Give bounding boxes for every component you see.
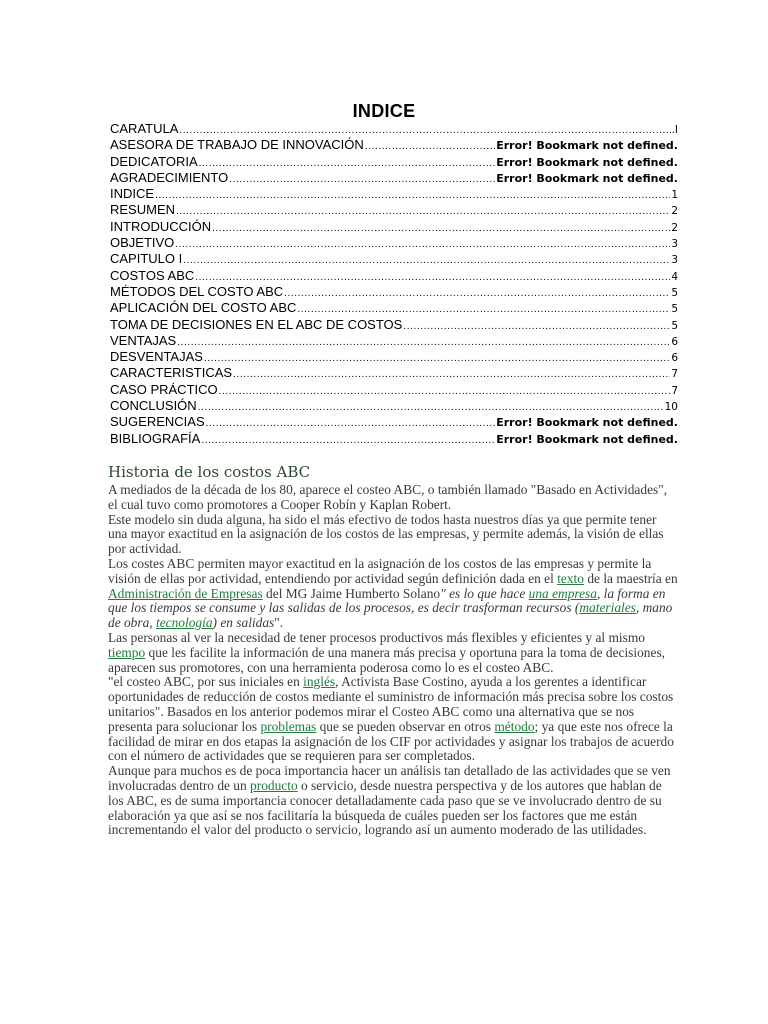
toc-entry-label: BIBLIOGRAFÍA: [110, 430, 201, 446]
toc-entry[interactable]: [110, 202, 678, 218]
paragraph-4-text: que les facilite la información de una manera más precisa y oportuna para la toma de decisiones, aparecen sus promotores, con una herramienta poderosa como lo es el costeo ABC.: [108, 644, 665, 675]
toc-entry-page: 3: [671, 238, 678, 251]
toc-dot-leader: [365, 139, 495, 153]
link-administracion-de-empresas[interactable]: Administración de Empresas: [108, 585, 263, 601]
toc-entry[interactable]: [110, 414, 678, 430]
toc-entry-label: CONCLUSIÓN: [110, 398, 197, 414]
toc-entry-page: 5: [671, 319, 678, 332]
toc-entry-label: CARACTERISTICAS: [110, 365, 233, 381]
toc-entry-page: Error! Bookmark not defined.: [496, 155, 678, 169]
toc-dot-leader: [155, 188, 670, 202]
link-una-empresa[interactable]: una empresa: [528, 585, 597, 601]
link-problemas[interactable]: problemas: [260, 718, 317, 734]
toc-entry[interactable]: [110, 251, 678, 267]
toc-entry[interactable]: [110, 333, 678, 349]
toc-entry-label: INDICE: [110, 186, 155, 202]
paragraph-5-text: "el costeo ABC, por sus iniciales en: [108, 674, 304, 690]
paragraph-3-text: del MG Jaime Humberto Solano: [262, 585, 441, 601]
link-ingles[interactable]: inglés: [303, 674, 336, 690]
toc-entry[interactable]: [110, 365, 678, 381]
paragraph-6-text: o servicio, desde nuestra perspectiva y de los autores que hablan de los ABC, es de suma importancia conocer detalladamente cada paso que se ve involucrado dentro de su elaboración ya que así se nos facilitaría la búsqueda de cuáles pueden ser los factores que me están incrementando el valor del producto o servicio, logrando así un aumento moderado de las utilidades.: [108, 777, 662, 838]
toc-dot-leader: [201, 433, 495, 447]
toc-entry[interactable]: [110, 349, 678, 365]
paragraph-5: [108, 675, 678, 764]
toc-dot-leader: [212, 221, 670, 235]
paragraph-5-text: , Activista Base Costino, ayuda a los gerentes a identificar oportunidades de reducción de costos mediante el suministro de información más precisa sobre los costos unitarios". Basados en los anterior podemos mirar el Costeo ABC como una alternativa que se nos presenta para solucionar los: [108, 674, 674, 734]
toc-entry-label: RESUMEN: [110, 202, 176, 218]
toc-dot-leader: [195, 270, 670, 284]
toc-entry-label: DESVENTAJAS: [110, 349, 203, 365]
toc-entry-page: 5: [671, 303, 678, 316]
toc-dot-leader: [177, 335, 670, 349]
quote-text: ) en salidas: [212, 615, 275, 631]
toc-dot-leader: [233, 367, 670, 381]
toc-entry-page: 2: [671, 205, 678, 218]
toc-entry-label: CAPITULO I: [110, 251, 183, 267]
toc-entry-label: OBJETIVO: [110, 235, 175, 251]
toc-entry-page: 3: [671, 254, 678, 267]
link-producto[interactable]: producto: [250, 777, 298, 793]
toc-dot-leader: [219, 384, 671, 398]
paragraph-2: Este modelo sin duda alguna, ha sido el más efectivo de todos hasta nuestros días ya que permite tener una mayor exactitud en la asignación de los costos de las empresas, y permite además, la visión de ellas por actividad.: [108, 511, 664, 557]
toc-entry-page: 7: [671, 368, 678, 381]
paragraph-3-text: Los costes ABC permiten mayor exactitud en la asignación de los costos de las empresas y permite la visión de ellas por actividad, entendiendo por actividad según definición dada en el: [108, 555, 652, 586]
toc-entry-page: 7: [671, 384, 678, 397]
toc-entry-label: VENTAJAS: [110, 332, 177, 348]
toc-entry[interactable]: [110, 219, 678, 235]
toc-dot-leader: [403, 319, 670, 333]
toc-entry[interactable]: [110, 186, 678, 202]
toc-entry-page: Error! Bookmark not defined.: [496, 432, 678, 446]
toc-entry-label: CASO PRÁCTICO: [110, 381, 218, 397]
toc-entry-page: .I: [671, 124, 678, 136]
toc-entry-page: 5: [671, 286, 678, 299]
paragraph-5-text: que se pueden observar en otros: [316, 718, 495, 734]
toc-dot-leader: [198, 400, 664, 414]
quote-text: " es lo que hace: [440, 585, 529, 601]
paragraph-5-text: ; ya que este nos ofrece la facilidad de mirar en dos etapas la asignación de los CIF por actividades y asignar los trabajos de acuerdo con el número de actividades que se requieren para ser completados.: [108, 718, 674, 764]
toc-dot-leader: [206, 416, 496, 430]
toc-dot-leader: [297, 302, 670, 316]
toc-dot-leader: [183, 253, 670, 267]
toc-entry[interactable]: [110, 268, 678, 284]
toc-entry-page: 4: [671, 270, 678, 283]
toc-entry-page: Error! Bookmark not defined.: [496, 416, 678, 430]
paragraph-4-text: Las personas al ver la necesidad de tener procesos productivos más flexibles y eficientes y al mismo: [108, 629, 645, 645]
toc-entry-label: INTRODUCCIÓN: [110, 218, 212, 234]
toc-dot-leader: [179, 123, 670, 137]
link-materiales[interactable]: materiales: [579, 600, 636, 616]
link-tiempo[interactable]: tiempo: [108, 644, 146, 660]
index-title: INDICE: [352, 101, 416, 121]
paragraph-6: [108, 764, 678, 838]
paragraph-4: [108, 631, 678, 675]
quote-text: , la forma en que los tiempos se consume y las salidas de los procesos, es decir trasforman recursos (: [108, 585, 666, 616]
toc-entry-label: DEDICATORIA: [110, 153, 198, 169]
toc-entry[interactable]: [110, 317, 678, 333]
toc-dot-leader: [204, 351, 670, 365]
toc-dot-leader: [229, 172, 495, 186]
link-tecnologia[interactable]: tecnología: [155, 615, 213, 631]
paragraph-3-text: ".: [274, 615, 284, 631]
toc-entry[interactable]: [110, 154, 678, 170]
article-body: [108, 483, 678, 838]
toc-entry-label: MÉTODOS DEL COSTO ABC: [110, 283, 284, 299]
link-texto[interactable]: texto: [557, 570, 584, 586]
toc-entry[interactable]: [110, 235, 678, 251]
paragraph-3: [108, 557, 678, 631]
link-metodo[interactable]: método: [494, 718, 535, 734]
toc-entry[interactable]: [110, 431, 678, 447]
toc-entry[interactable]: [110, 170, 678, 186]
toc-entry-label: APLICACIÓN DEL COSTO ABC: [110, 300, 297, 316]
toc-entry-label: COSTOS ABC: [110, 267, 195, 283]
paragraph-6-text: Aunque para muchos es de poca importancia hacer un análisis tan detallado de las actividades que se ven involucradas dentro de un: [108, 763, 671, 793]
paragraph-3-text: de la maestría en: [583, 570, 678, 586]
toc-entry-page: 6: [671, 352, 678, 365]
toc-entry[interactable]: [110, 398, 678, 414]
toc-dot-leader: [175, 237, 670, 251]
toc-entry[interactable]: [110, 382, 678, 398]
toc-entry-label: ASESORA DE TRABAJO DE INNOVACIÓN: [110, 137, 364, 153]
paragraph-1: A mediados de la década de los 80, aparece el costeo ABC, o también llamado "Basado en Actividades", el cual tuvo como promotores a Cooper Robín y Kaplan Robert.: [108, 482, 668, 512]
quote-text: , mano de obra,: [108, 600, 673, 631]
toc-entry-label: CARATULA: [110, 121, 179, 136]
toc-entry-page: Error! Bookmark not defined.: [496, 171, 678, 185]
toc-entry-page: 1: [671, 189, 678, 202]
toc-entry[interactable]: [110, 300, 678, 316]
toc-entry[interactable]: [110, 137, 678, 153]
toc-entry[interactable]: [110, 284, 678, 300]
toc-entry-page: Error! Bookmark not defined.: [496, 139, 678, 153]
toc-entry-page: 6: [671, 335, 678, 348]
toc-dot-leader: [284, 286, 670, 300]
toc-entry[interactable]: [110, 121, 678, 137]
toc-entry-page: 10: [664, 401, 678, 414]
section-heading: Historia de los costos ABC: [108, 463, 311, 481]
toc-entry-page: 2: [671, 221, 678, 234]
toc-dot-leader: [176, 204, 670, 218]
table-of-contents: [110, 121, 678, 447]
toc-entry-label: SUGERENCIAS: [110, 414, 205, 430]
toc-entry-label: AGRADECIMIENTO: [110, 169, 229, 185]
toc-entry-label: TOMA DE DECISIONES EN EL ABC DE COSTOS: [110, 316, 403, 332]
toc-dot-leader: [199, 156, 496, 170]
